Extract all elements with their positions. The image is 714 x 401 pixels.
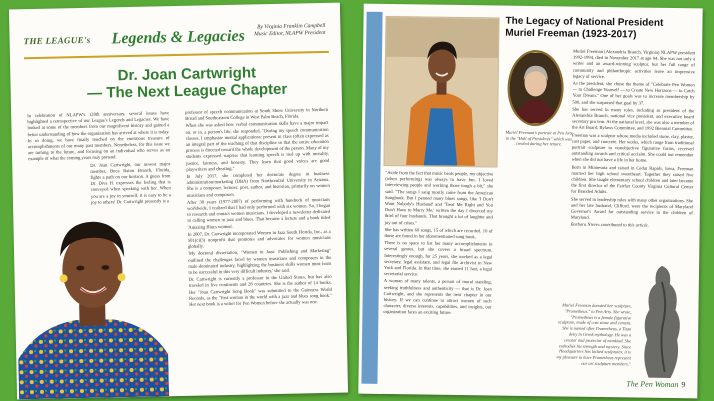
right-column-a (383, 170, 493, 317)
headline-line-1: Dr. Joan Cartwright (117, 64, 257, 85)
page-number: 9 (681, 380, 686, 390)
left-column-a (27, 110, 171, 208)
paragraph: "Aside from the fact that music heals people, my objective (when performing) was always to have fun. I loved interviewing people and working those tough a bit," she said. "The songs I sang mostly came from the American Songbook. But I penned many blues songs, like 'I Don't Want Nobody's Husband' and 'Treat Me Right and You Don't Have to Marry Me,' written the day I divorced my third of four husbands. That brought a lot of laughter and joy out of crises." (384, 169, 494, 226)
byline-role: Music Editor, NLAPW President (254, 29, 326, 38)
right-column-b (571, 49, 695, 230)
paragraph: As the president, she chose the theme of "Celebrate Pen Women — to Challenge Yourself — to Create New Horizons — to Catch Your Dream." One of her goals was to increase membership by 500, and she surpassed that goal by 37. (572, 80, 695, 106)
right-page (358, 4, 702, 399)
paragraph: Dr. Joan Cartwright, our newest major member, Boca Raton Branch, Florida, fights a path on our horizon. A guess from Dr. Diva H. expresses the feeling that is conveyed when speaking with her. When you are a joy to yourself, it is easy to be a joy to others! Dr. Cartwright presently is a (90, 160, 171, 205)
paragraph: There is no space to list her many accomplishments in several genres, but she covers a broad spectrum. Interestingly enough, for 25 years, she worked as a legal secretary, legal assistant, and legal file archivist in New York and Florida. In that time, she earned 11 fast, a legal secretarial service. (383, 240, 493, 277)
legacy-title (505, 16, 695, 43)
paragraph: In 2007, Dr. Cartwright incorporated Women in Jazz South Florida, Inc., as a 501(c)(3) nonprofit that promotes and advocates for women musicians globally. (187, 228, 331, 250)
oval-portrait (507, 50, 564, 127)
byline-author: By Virginia Franklin Campbell (257, 22, 326, 31)
sculpture-image (631, 261, 695, 380)
legacy-title-line-2: Muriel Freeman (1923-2017) (505, 27, 637, 41)
paragraph: Born in Minnesota and raised in Cedar Rapids, Iowa, Freeman married her high school sweetheart. Together they raised five children. She taught elementary school children and later became the first director of the Fairfax County Virginia Cultural Center for Branded Adults. (571, 164, 694, 195)
oval-caption: Muriel Freeman's portrait at Pen Arts in the "Hall of Presidents" which was created during her tenure. (505, 129, 573, 147)
paragraph: In July 2017, she completed her doctorate degree in business administration/marketing (DBA) from Northcentral University in Arizona. She is a composer, lecturer, poet, author, and historian, primarily on women musicians and composers. (186, 170, 330, 198)
legacy-title-line-1: The Legacy of National President (505, 15, 664, 29)
standing-photo (383, 16, 499, 168)
paragraph: 'My doctoral dissertation, "Women in Jazz: Publishing and Marketing" outlined the challenges faced by women musicians and composers in the male-dominated industry, highlighting the business skills women must learn to be successful in this very difficult industry,' she said. (188, 248, 332, 275)
article-headline (44, 63, 330, 103)
paragraph: A woman of many talents, a person of moral standing, seeking truthfulness and authenticity — that is Dr. Joan Cartwright, and she represents the next chapter in our history. If we can continue to attract women of such character, diverse interests, capabilities, and insights, our organization faces an exciting future. (383, 278, 492, 316)
left-page (9, 3, 348, 400)
headline-line-2: — The Next League Chapter (87, 80, 288, 102)
paragraph: After 30 years (1977-2007) of performing with hundreds of musicians worldwide, I realized that I had only performed with six women. So, I began to research and contact women musicians. I developed a newsletter dedicated to calling women in jazz and blues. That became a lecture and a book titled 'Amazing Blues women'. (186, 196, 331, 230)
sidebar-color-bar (361, 12, 382, 384)
magazine-name: The Pen Woman (626, 379, 679, 390)
paragraph: She has written 60 songs, 15 of which are recorded. 10 of those are found in her aforementioned song book. (384, 226, 493, 240)
series-title-prefix: THE LEAGUE's (23, 34, 91, 47)
paragraph: Dr. Cartwright is currently a professor in the United States, but has also traveled in five continents and 28 countries. She is the author of 14 books. Her "Joan Cartwright Song Book" was submitted to the Guinness World Records, as the "first woman in the world with a jazz and blues song book." Her next book is a writer for Pen Women before she actually was one. (188, 274, 333, 307)
paragraph: She has served in many roles, including as president of the Alexandria Branch, national vice president, and executive board secretary pro tem. At the national level, she was also a member of the Art Board, Bylaws Committee, and 1992 Biennial Committee. (571, 106, 695, 132)
page-footer (626, 379, 685, 389)
paragraph: When she was asked how verbal communication skills have a major impact on, or in, a person's life, she responded, "During my speech communication classes, I emphasize mental applications: present in class (often expressed as an integral part of the teaching of that discipline so that the entire education process is directed toward the whole development of the person. Many of my students expressed surprise that learning speech is tied up with morality, justice, fairness, and honesty. They learn that good voices are good playwriters and cheating." (185, 120, 330, 172)
left-column-b (185, 107, 332, 309)
paragraph: In celebration of NLAPW's 120th anniversary, several issues have highlighted a retrospective of our League's Legends and Legacies. We have looked at some of the members from our magnificent history and gained a better understanding of how the organization has arrived at where it is today. In so doing, we have finally touched on the enormous treasure of accomplishments of our many past members. Nonetheless, for this issue we are turning to the future, and focusing on an individual who serves as an example of what the coming years may portend. (27, 110, 170, 162)
sculpture-caption: Muriel Freeman donated her sculpture, "Prometheus," to Pen Arts. She wrote, "Prometheus is a female figurative sculpture, made of cast stone and cement. She is named after Prometheus, a Titan deity in Greek mythology. He was a creator and protector of mankind. She embodies his strength and mystery. Since Headquarters has lacked sculptures, it is my pleasure to have Prometheus represent our art sculpture members." (556, 302, 632, 367)
byline (221, 23, 325, 39)
paragraph: She served in leadership roles with many other organizations. She and her late husband, Clifford, were the recipients of Maryland Governor's Award for outstanding service to the children of Maryland. (570, 196, 694, 221)
paragraph: Freeman was a sculptor whose media included stone, clay, plaster, cast paper, and concrete. Her works, which range from traditional portrait sculpture to nonobjective figurative forms, received outstanding awards and critical acclaim. She could not remember when she did not have a life in her home. (571, 132, 694, 164)
paragraph: Barbara Nieves contributed to this article. (570, 222, 649, 229)
series-title: Legends & Legacies (111, 27, 246, 48)
paragraph: professor of speech communication at South Shore University in Northern Broad and Southeastern College in West Palm Beach, Florida. (185, 106, 329, 122)
paragraph: Muriel Freeman (Alexandria Branch, Virginia) NLAPW president 1992-1994, died in November 2017 at age 94. She was not only a writer and an award-winning sculptor, but her full range of community and philanthropic activities leave an impressive legacy of service. (572, 48, 696, 79)
portrait-image (15, 206, 169, 399)
